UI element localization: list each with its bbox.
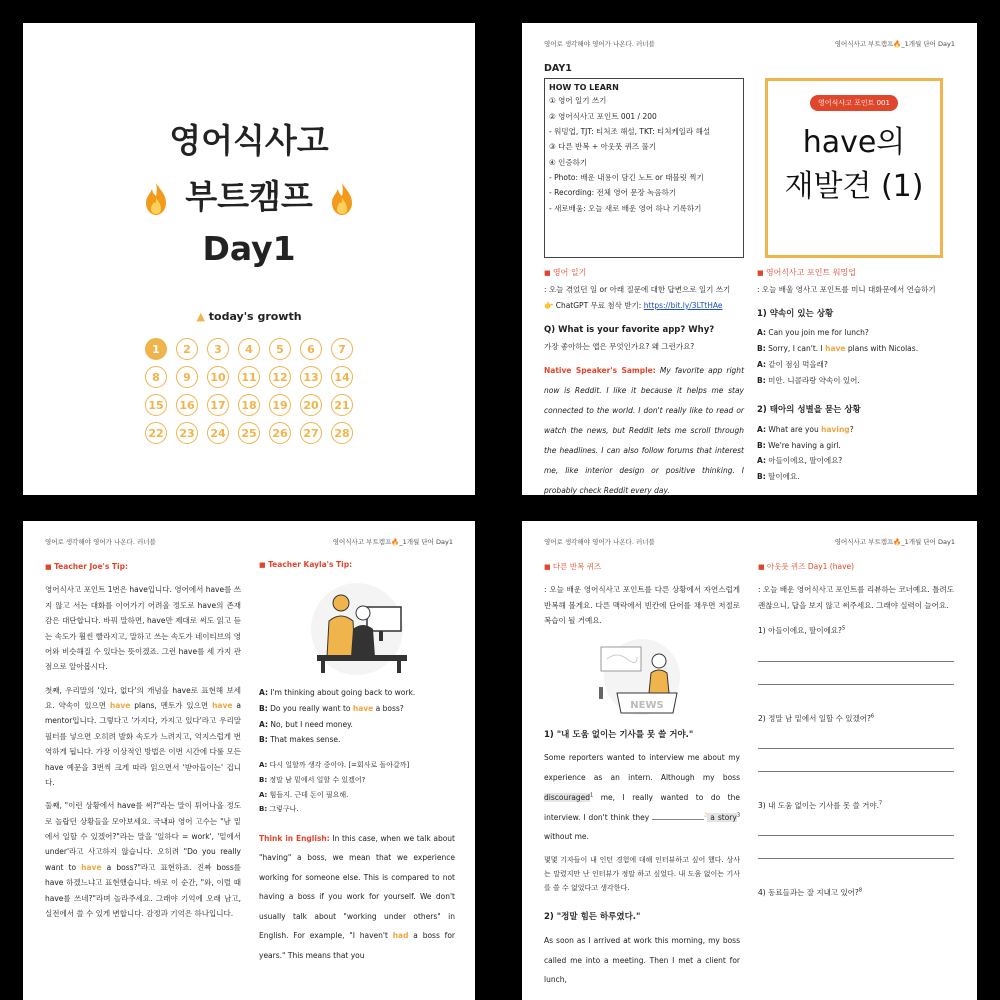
quiz-1-text-a: Some reporters wanted to interview me about my experience as an intern. Although my boss xyxy=(544,752,740,782)
think-label: Think in English: xyxy=(259,833,330,843)
dialog-text: Sorry, I can't. I xyxy=(765,344,826,354)
cover-page xyxy=(23,23,475,495)
quiz-2-title: 2) "정말 힘든 하루였다." xyxy=(544,912,641,923)
joe-p3-text-a: 둘째, "이런 상황에서 have를 써?"라는 말이 튀어나올 정도로 놀랍던 상황들을 모아보세요. 국내파 영어 고수는 "남 밑에서 일할 수 있겠어?"라는 말을 '일하다 = work', '밑에서 under'라고 사고하지 않습니다. 오히려 "Do you really want to xyxy=(45,801,241,872)
header-left: 영어로 생각해야 영어가 나온다. 러너블 xyxy=(544,538,655,546)
fire-icon xyxy=(330,182,354,216)
answer-line[interactable] xyxy=(758,726,954,749)
answer-line[interactable] xyxy=(758,813,954,836)
speaker-label: A: xyxy=(757,359,766,369)
growth-label xyxy=(23,310,475,323)
dialog-line xyxy=(757,357,952,373)
think-in-english xyxy=(259,829,455,966)
out-desc: : 오늘 배운 영어식사고 포인트를 리뷰하는 코너예요. 틀려도 괜찮으니, 답을 보지 않고 써주세요. 그래야 실력이 늘어요. xyxy=(758,585,954,610)
footnote-mark: 5 xyxy=(842,625,846,632)
quiz-1-text: Some reporters wanted to interview me about my experience as an intern. Although my boss discouraged$^1$ me, I really wanted to do the interview. I don't think they $^2$ a story$^3$ without me. xyxy=(544,752,740,842)
situation-2-dialog xyxy=(757,422,952,485)
joe-heading-text: Teacher Joe's Tip: xyxy=(54,562,128,571)
day-circle: 16 xyxy=(176,394,198,416)
page-header xyxy=(45,537,453,546)
footnote-mark: 7 xyxy=(878,800,883,807)
dialog-line xyxy=(259,701,455,717)
joe-tip-column xyxy=(45,559,241,929)
header-left: 영어로 생각해야 영어가 나온다. 러너블 xyxy=(544,40,655,48)
header-right: 영어식사고 부트캠프🔥_1개월 단어 Day1 xyxy=(834,40,955,48)
how-item: - Recording: 전체 영어 문장 녹음하기 xyxy=(549,188,677,198)
quiz-1-kr: 몇몇 기자들이 내 인턴 경험에 대해 인터뷰하고 싶어 했다. 상사는 말렸지만 난 인터뷰가 정말 하고 싶었다. 내 도움 없이는 기사를 쓸 수 없었다고 생각한다. xyxy=(544,856,740,893)
dialog-text: 미안. 니콜라랑 약속이 있어. xyxy=(765,375,860,385)
how-item: - 워밍업, TJT: 티처조 해설, TKT: 티처케일라 해설 xyxy=(549,126,711,136)
footnote-mark: 6 xyxy=(870,713,875,719)
quiz-1-text-b: me, I really wanted to do the interview. I don't think they xyxy=(544,792,740,822)
footnote-mark: 8 xyxy=(858,887,863,894)
answer-line[interactable] xyxy=(758,662,954,685)
dialog-text: 정말 남 밑에서 일할 수 있겠어? xyxy=(267,775,366,784)
output-quiz-question: 4) 동료들과는 잘 지내고 있어? xyxy=(758,888,859,898)
cover-title-line1: 영어식사고 xyxy=(169,121,329,160)
day-circle: 12 xyxy=(269,366,291,388)
day-circle: 19 xyxy=(269,394,291,416)
kayla-heading-text: Teacher Kayla's Tip: xyxy=(268,560,353,569)
news-label: NEWS xyxy=(630,699,664,711)
dialog-text: 같이 점심 먹을래? xyxy=(765,359,828,369)
sample-label: Native Speaker's Sample: xyxy=(544,366,656,376)
question-kr: 가장 좋아하는 앱은 무엇인가요? 왜 그런가요? xyxy=(544,342,695,352)
how-item: ② 영어식사고 포인트 001 / 200 xyxy=(549,111,657,121)
kayla-dialog-kr xyxy=(259,758,455,817)
output-quiz-question: 2) 정말 남 밑에서 일할 수 있겠어? xyxy=(758,713,871,723)
day-circle: 10 xyxy=(207,366,229,388)
day-circle: 27 xyxy=(300,422,322,444)
dialog-text-post: plans with Nicolas. xyxy=(845,344,919,354)
dialog-line xyxy=(757,469,952,485)
dialog-highlight: have xyxy=(825,344,846,354)
header-right: 영어식사고 부트캠프🔥_1개월 단어 Day1 xyxy=(332,538,453,546)
rep-heading xyxy=(544,559,740,574)
day-circle: 4 xyxy=(238,338,260,360)
speaker-label: A: xyxy=(757,424,766,434)
dialog-line xyxy=(259,717,455,733)
dialog-highlight: have xyxy=(352,703,374,713)
day-circle: 17 xyxy=(207,394,229,416)
day-tracker-grid xyxy=(145,338,355,444)
joe-paragraph-3 xyxy=(45,798,241,921)
day-circle: 11 xyxy=(238,366,260,388)
dialog-line xyxy=(757,325,952,341)
sample-text: My favorite app right now is Reddit. I like it because it helps me stay connected to the world. I don't really like to read or watch the news, but Reddit lets me scroll through the headlines. I can also follow forums that interest me, like interior design or positive thinking. I probably check Reddit every day. xyxy=(544,366,745,495)
dialog-text: 힘들지. 근데 돈이 필요해. xyxy=(267,790,349,799)
joe-heading xyxy=(45,559,241,574)
diary-column xyxy=(544,267,744,495)
quiz-1-title: 1) "내 도움 없이는 기사를 못 쓸 거야." xyxy=(544,729,694,740)
answer-line[interactable] xyxy=(758,749,954,772)
point-title-line2: 재발견 (1) xyxy=(784,168,924,204)
speaker-label: A: xyxy=(259,761,268,770)
situation-1-dialog xyxy=(757,325,952,388)
day-circle: 26 xyxy=(269,422,291,444)
warmup-desc: : 오늘 배울 영사고 포인트를 미니 대화문에서 연습하기 xyxy=(757,284,936,294)
dialog-line xyxy=(757,373,952,389)
speaker-label: B: xyxy=(757,344,766,354)
how-list xyxy=(549,93,739,216)
dialog-text: 다시 일할까 생각 중이야. [=회사로 돌아갈까] xyxy=(267,761,410,770)
day-circle: 22 xyxy=(145,422,167,444)
output-quiz-item xyxy=(758,798,954,859)
situation-2-title: 2) 태아의 성별을 묻는 상황 xyxy=(757,405,861,416)
day-circle: 14 xyxy=(331,366,353,388)
dialog-line xyxy=(757,422,952,438)
dialog-line-kr xyxy=(259,802,455,817)
lesson-page-2 xyxy=(23,521,475,1000)
news-illustration xyxy=(587,637,697,719)
dialog-line xyxy=(757,438,952,454)
day-circle: 8 xyxy=(145,366,167,388)
dialog-line xyxy=(259,685,455,701)
out-heading xyxy=(758,559,954,574)
office-illustration xyxy=(297,577,417,677)
cover-title-bootcamp: 부트캠프 xyxy=(185,177,313,216)
chatgpt-link[interactable]: https://bit.ly/3LTtHAe xyxy=(643,300,723,310)
dialog-text: 딸이에요. xyxy=(765,472,800,482)
page-header xyxy=(544,537,955,546)
day-circle: 15 xyxy=(145,394,167,416)
quiz-1-blank[interactable] xyxy=(652,819,704,820)
joe-paragraph-1: 영어식사고 포인트 1번은 have입니다. 영어에서 have를 쓰지 않고 서는 대화를 이어가기 어려울 정도로 have의 존재감은 대단합니다. 바꿔 말하면, have만 제대로 써도 읽고 듣는 속도가 훨씬 빨라지고, 말하고 쓰는 속도가 네이티브의 영어와 비슷해질 수 있다는 뜻이겠죠. 그런 have를 세 가지 관점으로 알아봅시다. xyxy=(45,585,241,672)
output-quiz-question: 1) 아들이에요, 딸이에요? xyxy=(758,626,843,636)
dialog-line-kr xyxy=(259,788,455,803)
day-circle: 6 xyxy=(300,338,322,360)
speaker-label: A: xyxy=(259,790,268,799)
speaker-label: A: xyxy=(757,328,766,338)
dialog-text: No, but I need money. xyxy=(267,719,353,729)
how-to-learn-box xyxy=(544,78,744,258)
dialog-text: Can you join me for lunch? xyxy=(765,328,869,338)
speaker-label: A: xyxy=(259,688,268,698)
dialog-text: I'm thinking about going back to work. xyxy=(267,688,416,698)
point-pill: 영어식사고 포인트 001 xyxy=(810,95,898,111)
rep-desc: : 오늘 배운 영어식사고 포인트를 다른 상황에서 자연스럽게 반복해 볼게요. 다른 맥락에서 빈칸에 단어를 채우면 저절로 복습이 될 거예요. xyxy=(544,585,740,626)
output-quiz-column xyxy=(758,559,954,901)
speaker-label: B: xyxy=(259,775,268,784)
output-quiz-question: 3) 내 도움 없이는 기사를 못 쓸 거야. xyxy=(758,800,879,810)
day-circle: 28 xyxy=(331,422,353,444)
day-circle: 2 xyxy=(176,338,198,360)
day-circle: 20 xyxy=(300,394,322,416)
day-circle: 3 xyxy=(207,338,229,360)
kayla-dialog xyxy=(259,685,455,748)
how-item: ① 영어 일기 쓰기 xyxy=(549,96,607,106)
rep-heading-text: 다른 반복 퀴즈 xyxy=(552,562,602,571)
cover-day: Day1 xyxy=(202,229,296,268)
output-quiz-list xyxy=(758,623,954,901)
day-circle: 1 xyxy=(145,338,167,360)
day-circle: 9 xyxy=(176,366,198,388)
joe-paragraph-2 xyxy=(45,683,241,791)
dialog-highlight: having xyxy=(821,424,850,434)
answer-line[interactable] xyxy=(758,836,954,859)
point-title-line1: have의 xyxy=(802,125,906,160)
warmup-column xyxy=(757,267,952,485)
dialog-text: That makes sense. xyxy=(267,735,341,745)
header-left: 영어로 생각해야 영어가 나온다. 러너블 xyxy=(45,538,156,546)
quiz-1-discouraged: discouraged xyxy=(544,792,591,802)
joe-p2-highlight-2: have xyxy=(212,701,233,710)
quiz-1-text-d: without me. xyxy=(544,832,589,842)
day-circle: 23 xyxy=(176,422,198,444)
how-title: HOW TO LEARN xyxy=(549,83,619,92)
lesson-page-1 xyxy=(522,23,977,495)
dialog-line-kr xyxy=(259,773,455,788)
speaker-label: B: xyxy=(757,375,766,385)
dialog-text: What are you xyxy=(765,424,822,434)
dialog-text: We're having a girl. xyxy=(765,440,841,450)
dialog-text: Do you really want to xyxy=(267,703,353,713)
think-text-b: a boss for years." This means that you xyxy=(259,931,455,960)
dialog-line xyxy=(757,341,952,357)
day-circle: 21 xyxy=(331,394,353,416)
chatgpt-label: 👉 ChatGPT 무료 첨삭 받기: xyxy=(544,300,644,310)
joe-p2-text-c: a mentor입니다. 그렇다고 '가지다, 가지고 있다'라고 우리말 필터를 넣으면 오히려 발화 속도가 느려지고, 억지스럽게 번역하게 됩니다. 가장 이상적인 방법은 이번 시간에 다룰 모든 have 예문을 3번씩 크게 따라 읽으면서 '받아들이는' 겁니다. xyxy=(45,701,241,787)
header-right: 영어식사고 부트캠프🔥_1개월 단어 Day1 xyxy=(834,538,955,546)
diary-heading xyxy=(544,267,744,280)
how-item: ③ 다른 반복 + 아웃풋 퀴즈 풀기 xyxy=(549,142,657,152)
speaker-label: B: xyxy=(259,735,268,745)
day-circle: 25 xyxy=(238,422,260,444)
situation-1-title: 1) 약속이 있는 상황 xyxy=(757,308,834,319)
question: Q) What is your favorite app? Why? xyxy=(544,324,715,335)
day-circle: 13 xyxy=(300,366,322,388)
joe-p3-text-b: a boss?"라고 표현하죠. 진짜 boss를 have 하겠느냐고 표현했습니다. 바로 이 순간, "와, 이럴 때 have를 쓰네?"라며 놀라주세요. 그래야 기억에 오래 남고, 실전에서 쓸 수 있게 변합니다. 감정과 기억은 하나입니다. xyxy=(45,862,241,918)
repetition-quiz-column xyxy=(544,559,740,990)
joe-p2-highlight-1: have xyxy=(109,701,131,710)
kayla-tip-column xyxy=(259,559,455,965)
speaker-label: B: xyxy=(757,472,766,482)
joe-p2-text-a: 첫째, 우리말의 '있다, 없다'의 개념을 have로 표현해 보세요. 약속이 있으면 xyxy=(45,685,241,710)
warmup-heading-text: 영어식사고 포인트 워밍업 xyxy=(765,268,856,277)
point-box xyxy=(765,78,943,258)
speaker-label: B: xyxy=(757,440,766,450)
quiz-1-story: a story xyxy=(707,812,737,822)
kayla-heading xyxy=(259,559,455,571)
joe-p3-highlight: have xyxy=(81,862,102,872)
sprout-icon: ▲ xyxy=(196,310,209,323)
speaker-label: B: xyxy=(259,805,268,814)
dialog-text: 그렇구나. xyxy=(267,805,299,814)
speaker-label: A: xyxy=(259,719,268,729)
answer-line[interactable] xyxy=(758,639,954,662)
day-circle: 5 xyxy=(269,338,291,360)
speaker-label: A: xyxy=(757,456,766,466)
chatgpt-line xyxy=(544,300,744,312)
cover-title-line2 xyxy=(23,171,475,218)
joe-p2-text-b: plans, 멘토가 있으면 xyxy=(130,701,213,710)
output-quiz-item xyxy=(758,623,954,684)
output-quiz-item xyxy=(758,711,954,772)
dialog-line xyxy=(757,453,952,469)
day-circle: 7 xyxy=(331,338,353,360)
how-item: ④ 인증하기 xyxy=(549,157,588,167)
out-heading-text: 아웃풋 퀴즈 Day1 (have) xyxy=(766,562,855,571)
output-quiz-item xyxy=(758,885,954,900)
dialog-line-kr xyxy=(259,758,455,773)
sample-paragraph xyxy=(544,361,744,495)
dialog-text-post: a boss? xyxy=(373,703,404,713)
page-header xyxy=(544,39,955,48)
dialog-text-post: ? xyxy=(849,424,854,434)
quiz-2-text: As soon as I arrived at work this morning, my boss called me into a meeting. Then I met a client for lunch, xyxy=(544,935,740,985)
day-circle: 18 xyxy=(238,394,260,416)
fire-icon xyxy=(144,182,168,216)
how-item: - Photo: 배운 내용이 담긴 노트 or 태블릿 찍기 xyxy=(549,173,704,183)
warmup-heading xyxy=(757,267,952,280)
quiz-page xyxy=(522,521,977,1000)
speaker-label: B: xyxy=(259,703,268,713)
point-title xyxy=(768,121,940,208)
how-item: - 새로배움: 오늘 새로 배운 영어 하나 기록하기 xyxy=(549,203,702,213)
dialog-text: 아들이에요, 딸이에요? xyxy=(765,456,843,466)
diary-heading-text: 영어 일기 xyxy=(552,268,587,277)
day-circle: 24 xyxy=(207,422,229,444)
growth-text: today's growth xyxy=(208,310,302,323)
dialog-line xyxy=(259,732,455,748)
think-text-a: In this case, when we talk about "having" a boss, we mean that we experience working for someone else. This is compared to not having a boss if you work for yourself. We don't usually talk about "working under others" in English. For example, "I haven't xyxy=(259,833,455,941)
diary-desc: : 오늘 겪었던 일 or 아래 질문에 대한 답변으로 일기 쓰기 xyxy=(544,284,731,294)
day-label: DAY1 xyxy=(544,63,572,74)
think-highlight: had xyxy=(392,931,409,941)
